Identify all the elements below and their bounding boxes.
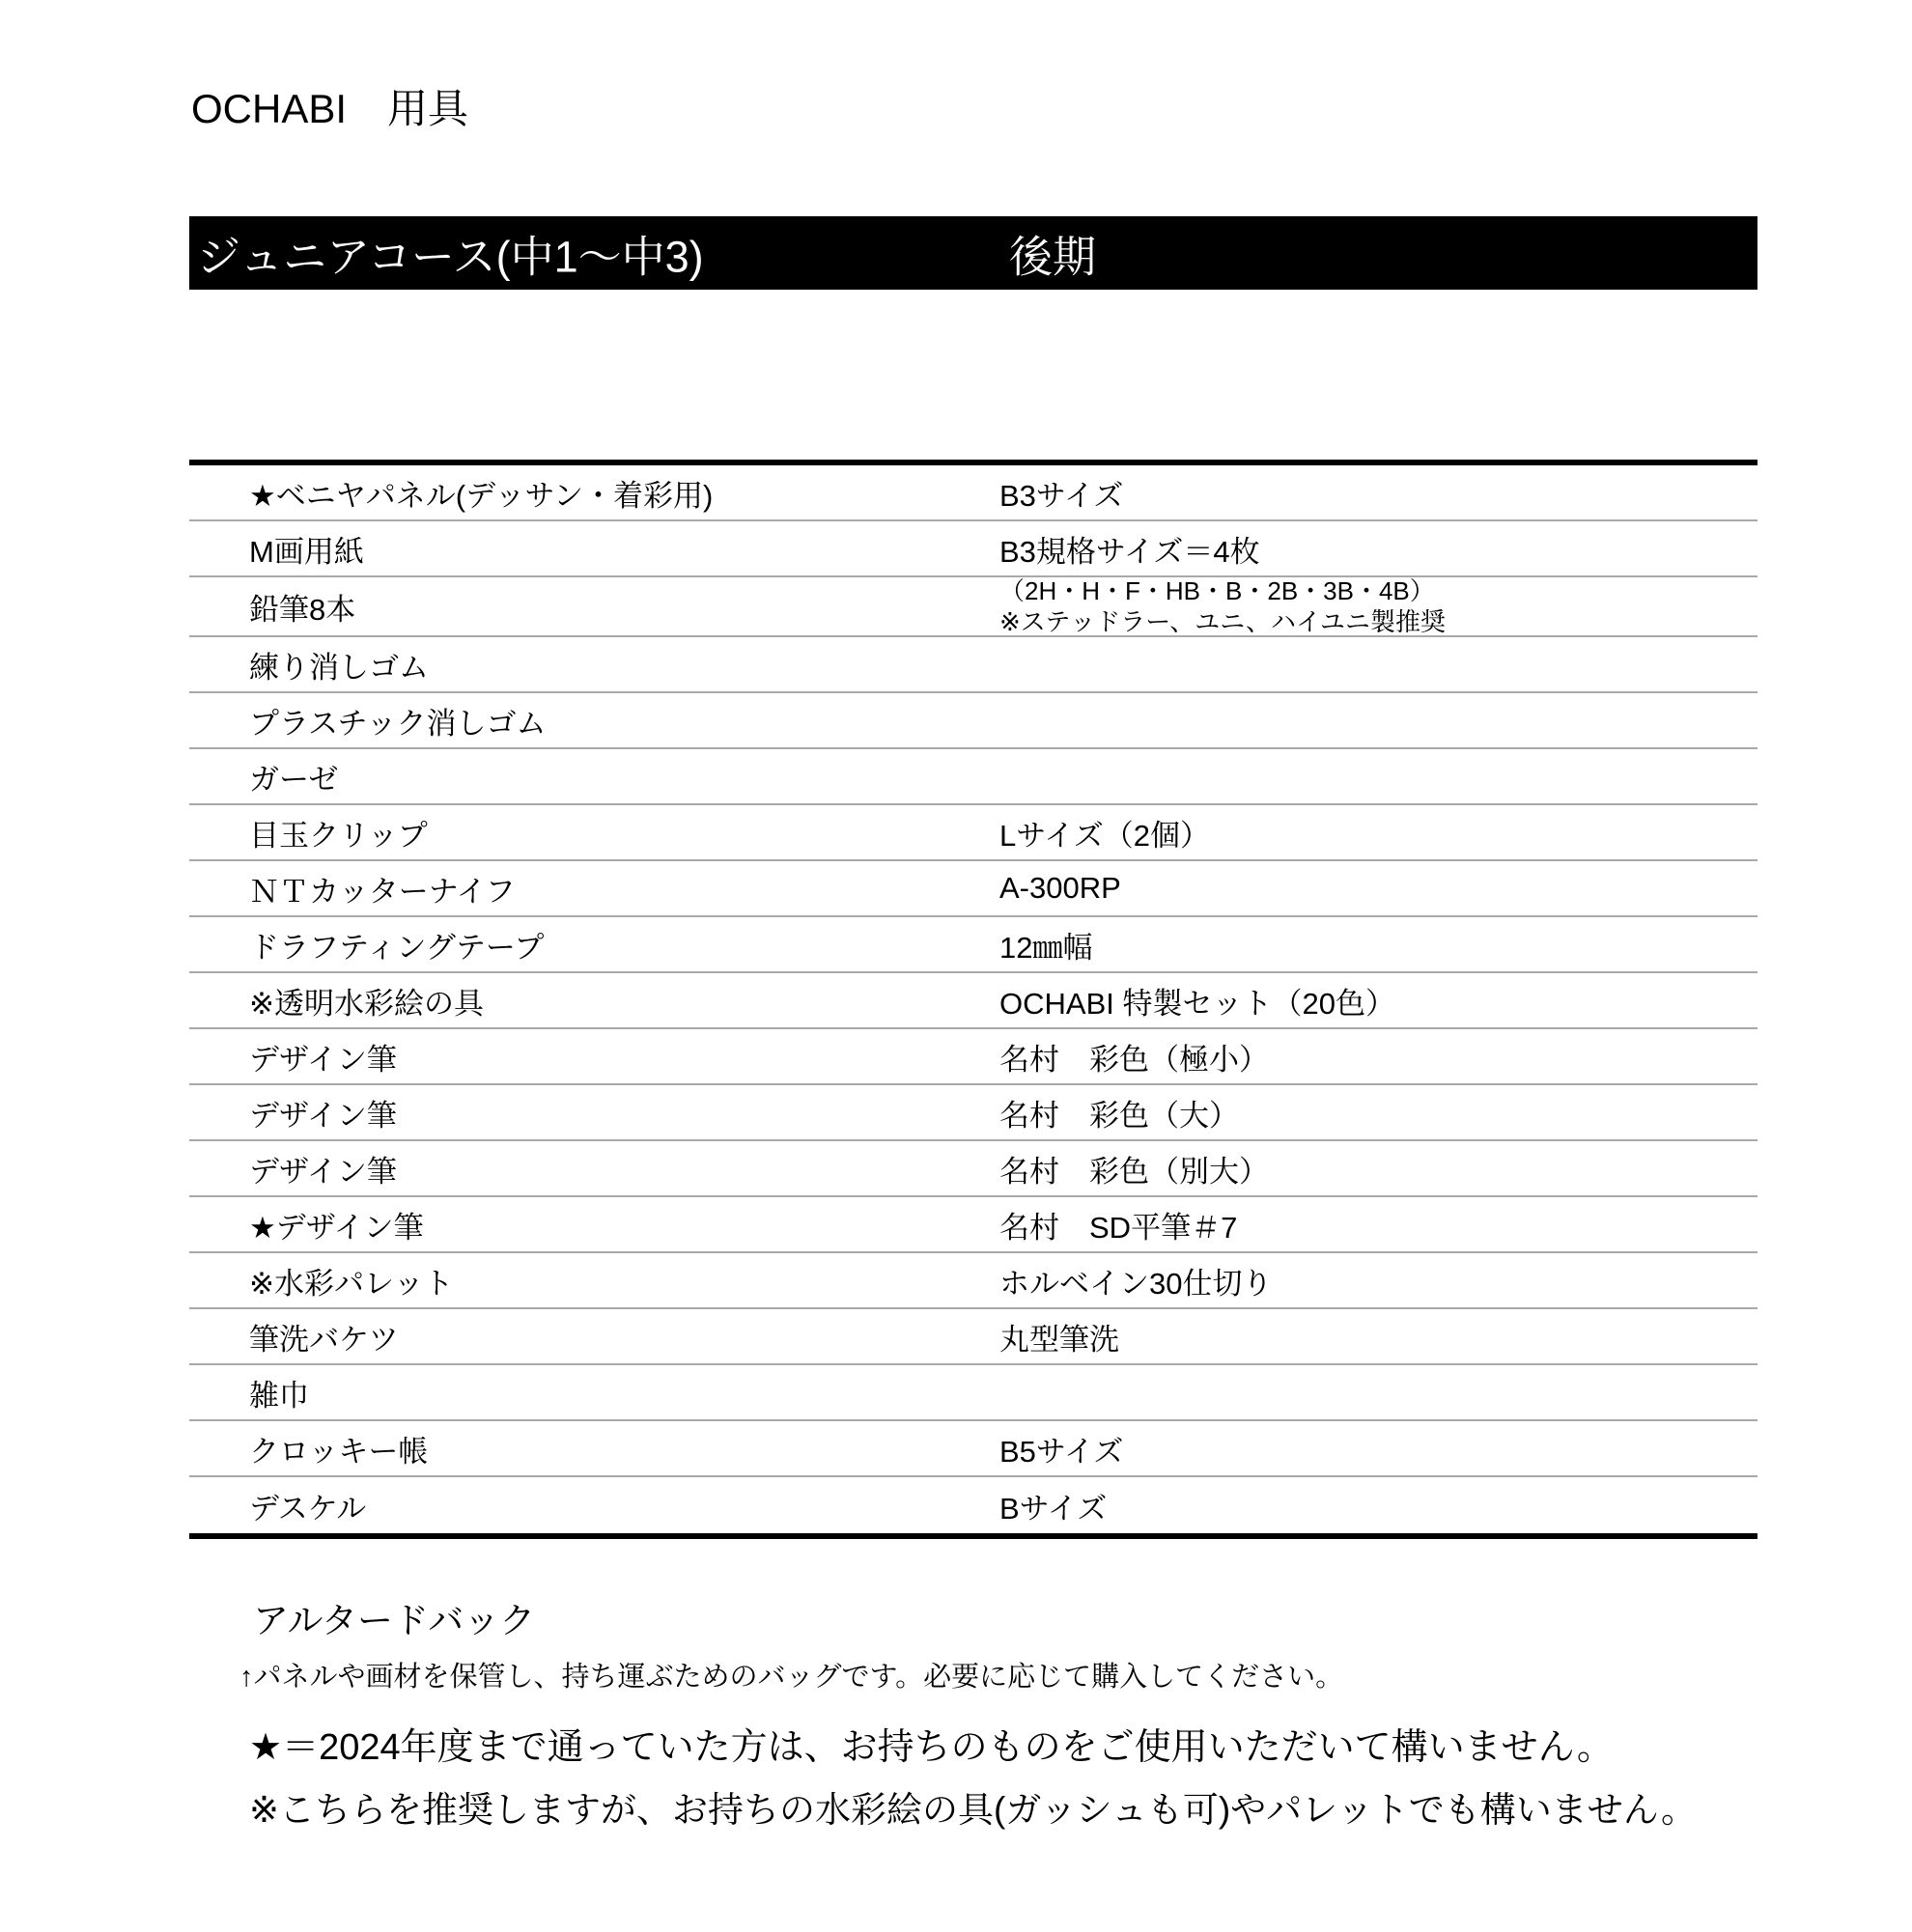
item-spec: Lサイズ（2個） xyxy=(999,818,1211,853)
item-name: デザイン筆 xyxy=(249,1098,397,1133)
item-spec-note: ※ステッドラー、ユニ、ハイユニ製推奨 xyxy=(999,607,1446,636)
table-row xyxy=(189,917,1757,973)
item-spec: OCHABI 特製セット（20色） xyxy=(999,986,1395,1021)
table-row xyxy=(189,1253,1757,1309)
item-spec: B5サイズ xyxy=(999,1434,1124,1469)
note-recommend: ※こちらを推奨しますが、お持ちの水彩絵の具(ガッシュも可)やパレットでも構いません。 xyxy=(249,1790,1698,1830)
bag-note: ↑パネルや画材を保管し、持ち運ぶためのバッグです。必要に応じて購入してください。 xyxy=(239,1662,1344,1693)
table-row xyxy=(189,521,1757,577)
item-spec-line: （2H・H・F・HB・B・2B・3B・4B） xyxy=(999,575,1435,605)
item-spec: 12㎜幅 xyxy=(999,930,1093,965)
item-spec: ホルベイン30仕切り xyxy=(999,1266,1273,1301)
note-star: ★＝2024年度まで通っていた方は、お持ちのものをご使用いただいて構いません。 xyxy=(249,1727,1614,1768)
item-name: 目玉クリップ xyxy=(249,818,428,853)
table-row xyxy=(189,1029,1757,1085)
supplies-table xyxy=(189,460,1757,1539)
item-spec: B3規格サイズ＝4枚 xyxy=(999,534,1260,569)
table-row xyxy=(189,749,1757,805)
item-name: 雑巾 xyxy=(249,1378,309,1413)
item-name: 鉛筆8本 xyxy=(249,592,356,627)
table-row xyxy=(189,577,1757,637)
item-name: 練り消しゴム xyxy=(249,650,429,685)
item-spec: 名村 SD平筆＃7 xyxy=(999,1210,1238,1245)
item-name: M画用紙 xyxy=(249,534,364,569)
item-name: ＮＴカッターナイフ xyxy=(249,874,516,909)
table-row xyxy=(189,1085,1757,1141)
table-row xyxy=(189,1421,1757,1477)
item-name: デザイン筆 xyxy=(249,1042,397,1077)
table-row xyxy=(189,1197,1757,1253)
table-row xyxy=(189,693,1757,749)
page-title: OCHABI 用具 xyxy=(191,86,469,131)
item-name: 筆洗バケツ xyxy=(249,1322,399,1357)
term-label: 後期 xyxy=(1009,232,1097,282)
item-spec: 名村 彩色（極小） xyxy=(999,1042,1269,1077)
item-name: ※透明水彩絵の具 xyxy=(249,986,484,1021)
table-row xyxy=(189,861,1757,917)
item-name: ドラフティングテープ xyxy=(249,930,545,965)
item-name: プラスチック消しゴム xyxy=(249,706,547,741)
table-row xyxy=(189,805,1757,861)
table-row xyxy=(189,1309,1757,1365)
item-name: デスケル xyxy=(249,1491,367,1526)
table-row xyxy=(189,465,1757,521)
item-name: ※水彩パレット xyxy=(249,1266,454,1301)
item-name: デザイン筆 xyxy=(249,1154,397,1189)
table-row xyxy=(189,637,1757,693)
table-row xyxy=(189,1477,1757,1533)
item-spec: 丸型筆洗 xyxy=(999,1322,1119,1357)
item-spec: B3サイズ xyxy=(999,478,1124,513)
item-name: ★ベニヤパネル(デッサン・着彩用) xyxy=(249,478,714,513)
item-spec: 名村 彩色（別大） xyxy=(999,1154,1269,1189)
item-spec: 名村 彩色（大） xyxy=(999,1098,1239,1133)
item-spec: A-300RP xyxy=(999,871,1121,905)
table-row xyxy=(189,973,1757,1029)
bag-title: アルタードバック xyxy=(253,1601,536,1640)
item-spec: Bサイズ xyxy=(999,1491,1108,1526)
item-spec xyxy=(999,575,1757,638)
course-banner xyxy=(189,216,1757,290)
table-row xyxy=(189,1365,1757,1421)
course-name: ジュニアコース(中1～中3) xyxy=(197,232,704,282)
item-name: クロッキー帳 xyxy=(249,1434,429,1469)
item-name: ガーゼ xyxy=(249,762,339,797)
item-name: ★デザイン筆 xyxy=(249,1210,424,1245)
table-row xyxy=(189,1141,1757,1197)
